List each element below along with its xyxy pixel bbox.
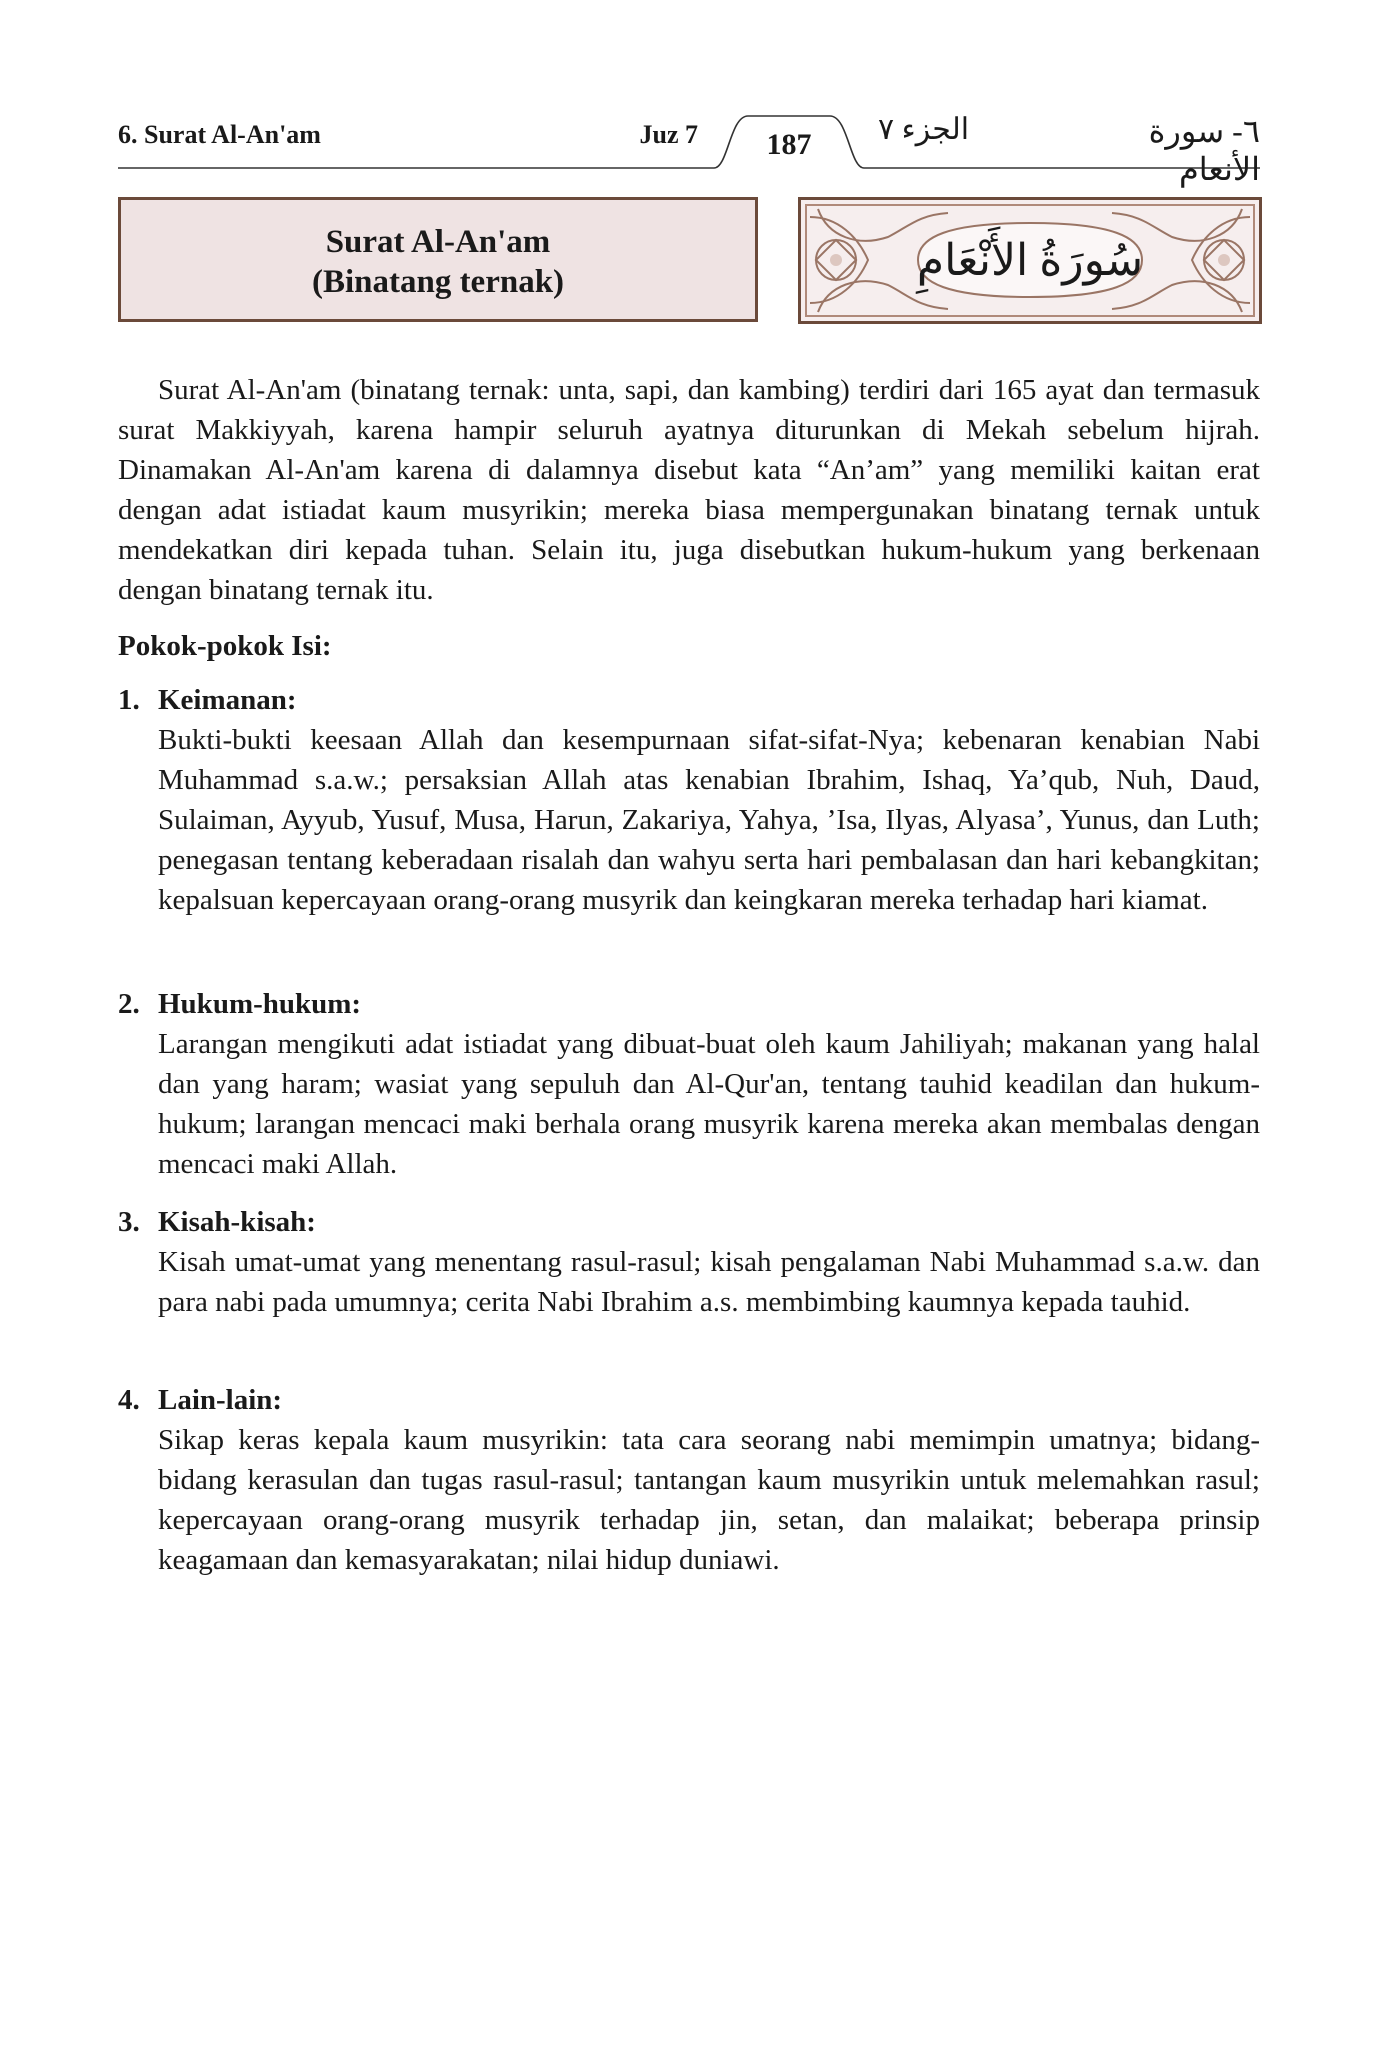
ornament-arabic-title: سُورَةُ الأَنْعَامِ: [916, 236, 1144, 285]
section-number: 4.: [118, 1384, 140, 1416]
contents-heading: Pokok-pokok Isi:: [118, 630, 332, 662]
section-title: [118, 984, 1260, 1024]
section-number: 1.: [118, 684, 140, 716]
surah-subtitle: (Binatang ternak): [311, 264, 565, 300]
section-keimanan: [118, 680, 1260, 920]
section-kisah: [118, 1202, 1260, 1322]
section-body: Kisah umat-umat yang menentang rasul-rasul; kisah pengalaman Nabi Muhammad s.a.w. dan para nabi pada umumnya; cerita Nabi Ibrahim a.s. membimbing kaumnya kepada tauhid.: [158, 1246, 1260, 1318]
intro-paragraph: Surat Al-An'am (binatang ternak: unta, sapi, dan kambing) terdiri dari 165 ayat dan termasuk surat Makkiyyah, karena hampir seluruh ayatnya diturunkan di Mekah sebelum hijrah. Dinamakan Al-An'am karena di dalamnya disebut kata “An’am” yang memiliki kaitan erat dengan adat istiadat kaum musyrikin; mereka biasa mempergunakan binatang ternak untuk mendekatkan diri kepada tuhan. Selain itu, juga disebutkan hukum-hukum yang berkenaan dengan binatang ternak itu.: [118, 374, 1260, 606]
section-title: [118, 680, 1260, 720]
header-surah-arabic: ٦- سورة الأنعام: [1148, 113, 1260, 187]
surah-title-box: [118, 197, 758, 322]
surah-ornament: [798, 197, 1262, 324]
section-title-text: Lain-lain:: [158, 1384, 283, 1416]
section-title: [118, 1202, 1260, 1242]
surah-title: Surat Al-An'am: [325, 224, 551, 260]
section-hukum: [118, 984, 1260, 1184]
section-title-text: Kisah-kisah:: [158, 1206, 316, 1238]
section-title-text: Keimanan:: [158, 684, 297, 716]
running-header: [118, 112, 1260, 187]
section-body: Sikap keras kepala kaum musyrikin: tata cara seorang nabi memimpin umatnya; bidang-bidang kerasulan dan tugas rasul-rasul; tantangan kaum musyrikin untuk melemahkan rasul; kepercayaan orang-orang musyrik terhadap jin, setan, dan malaikat; beberapa prinsip keagamaan dan kemasyarakatan; nilai hidup duniawi.: [158, 1424, 1260, 1576]
section-title: [118, 1380, 1260, 1420]
header-juz-arabic: الجزء ٧: [878, 113, 970, 146]
section-lain-lain: [118, 1380, 1260, 1580]
section-title-text: Hukum-hukum:: [158, 988, 362, 1020]
page-number: 187: [766, 128, 812, 161]
section-body: Bukti-bukti keesaan Allah dan kesempurnaan sifat-sifat-Nya; kebenaran kenabian Nabi Muhammad s.a.w.; persaksian Allah atas kenabian Ibrahim, Ishaq, Ya’qub, Nuh, Daud, Sulaiman, Ayyub, Yusuf, Musa, Harun, Zakariya, Yahya, ’Isa, Ilyas, Alyasa’, Yunus, dan Luth; penegasan tentang keberadaan risalah dan wahyu serta hari pembalasan dan hari kebangkitan; kepalsuan kepercayaan orang-orang musyrik dan keingkaran mereka terhadap hari kiamat.: [158, 724, 1260, 916]
section-body: Larangan mengikuti adat istiadat yang dibuat-buat oleh kaum Jahiliyah; makanan yang halal dan yang haram; wasiat yang sepuluh dan Al-Qur'an, tentang tauhid keadilan dan hukum-hukum; larangan mencaci maki berhala orang musyrik karena mereka akan membalas dengan mencaci maki Allah.: [158, 1028, 1260, 1180]
header-surah-latin: 6. Surat Al-An'am: [118, 120, 321, 149]
section-number: 2.: [118, 988, 140, 1020]
section-number: 3.: [118, 1206, 140, 1238]
header-juz-latin: Juz 7: [639, 120, 698, 149]
